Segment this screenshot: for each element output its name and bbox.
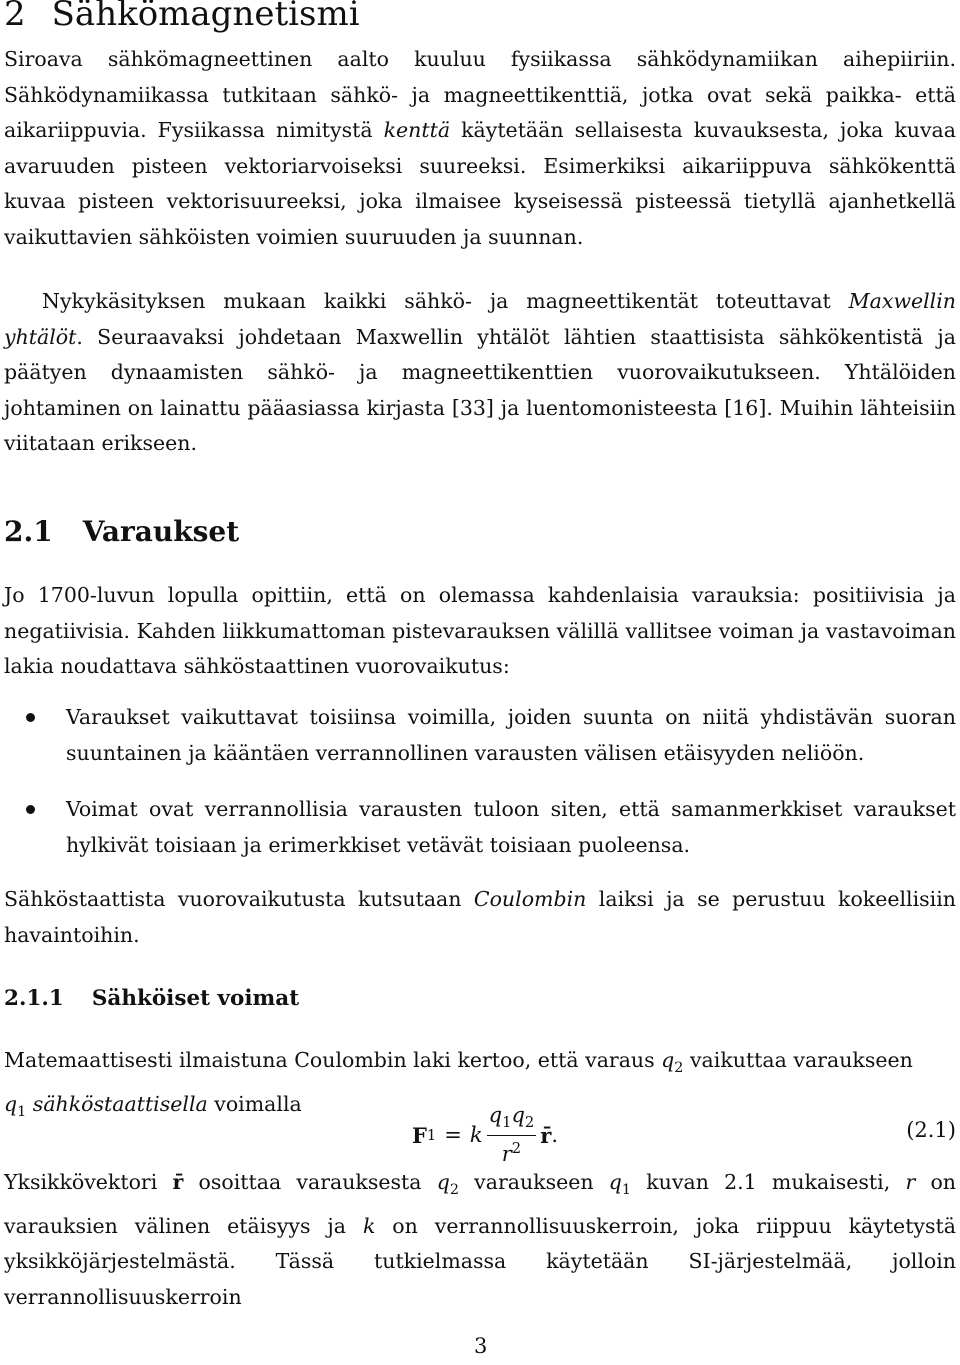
bullet-icon [26,805,35,814]
list-item: Varaukset vaikuttavat toisiinsa voimilla, joiden suunta on niitä yhdistävän suoran suuntainen ja kääntäen verrannollinen varausten välisen etäisyyden neliöön. [4,700,956,771]
subsection-paragraph-1: Matemaattisesti ilmaistuna Coulombin laki kertoo, että varaus $q_2$ vaikuttaa varaukseen $q_1$ sähköstaattisella voimalla [4,1048,913,1120]
equation-2-1 [4,1100,956,1170]
chapter-title: Sähkömagnetismi [51,0,360,34]
section-heading [4,515,239,548]
chapter-number: 2 [4,0,26,34]
subsection-heading [4,986,299,1011]
intro-paragraph-2: Nykykäsityksen mukaan kaikki sähkö- ja magneettikentät toteuttavat Maxwellin yhtälöt. Seuraavaksi johdetaan Maxwellin yhtälöt lähtien staattisista sähkökentistä ja päätyen dynaamisten sähkö- ja magneettikenttien vuorovaikutukseen. Yhtälöiden johtaminen on lainattu pääasiassa kirjasta [33] ja luentomonisteesta [16]. Muihin lähteisiin viitataan erikseen. [4,289,956,455]
section-number: 2.1 [4,515,53,548]
fraction: $\frac{q_1q_2}{r^2}$ [488,1102,535,1167]
subsection-number: 2.1.1 [4,986,64,1011]
subsection-title: Sähköiset voimat [91,986,300,1011]
section-paragraph-1: Jo 1700-luvun lopulla opittiin, että on olemassa kahdenlaisia varauksia: positiivisia ja negatiivisia. Kahden liikkumattoman pistevarauksen välillä vallitsee voiman ja vastavoiman lakia noudattava sähköstaattinen vuorovaikutus: [4,583,956,678]
chapter-heading [4,0,360,34]
bullet-list [4,700,956,884]
intro-paragraph-1: Siroava sähkömagneettinen aalto kuuluu fysiikassa sähködynamiikan aihepiiriin. Sähködynamiikassa tutkitaan sähkö- ja magneettikenttiä, jotka ovat sekä paikka- että aikariippuvia. Fysiikassa nimitystä kenttä käytetään sellaisesta kuvauksesta, joka kuvaa avaruuden pisteen vektoriarvoiseksi suureeksi. Esimerkiksi aikariippuva sähkökenttä kuvaa pisteen vektorisuureeksi, joka ilmaisee kyseisessä pisteessä tietyllä ajanhetkellä vaikuttavien sähköisten voimien suuruuden ja suunnan. [4,47,956,249]
section-paragraph-2: Sähköstaattista vuorovaikutusta kutsutaan Coulombin laiksi ja se perustuu kokeellisiin havaintoihin. [4,887,956,947]
equation-body: F 1 = k $\frac{q_1q_2}{r^2}$ r̄ . [412,1102,559,1167]
list-item: Voimat ovat verrannollisia varausten tuloon siten, että samanmerkkiset varaukset hylkivät toisiaan ja erimerkkiset vetävät toisiaan puoleensa. [4,792,956,863]
page-number: 3 [474,1334,488,1358]
bullet-icon [26,713,35,722]
section-title: Varaukset [82,515,240,548]
subsection-paragraph-2: Yksikkövektori r̄ osoittaa varauksesta $q_2$ varaukseen $q_1$ kuvan 2.1 mukaisesti, r on varauksien välinen etäisyys ja k on verrannollisuuskerroin, joka riippuu käytetystä yksikköjärjestelmästä. Tässä tutkielmassa käytetään SI-järjestelmää, jolloin verrannollisuuskerroin [4,1170,956,1309]
equation-number: (2.1) [906,1118,956,1142]
